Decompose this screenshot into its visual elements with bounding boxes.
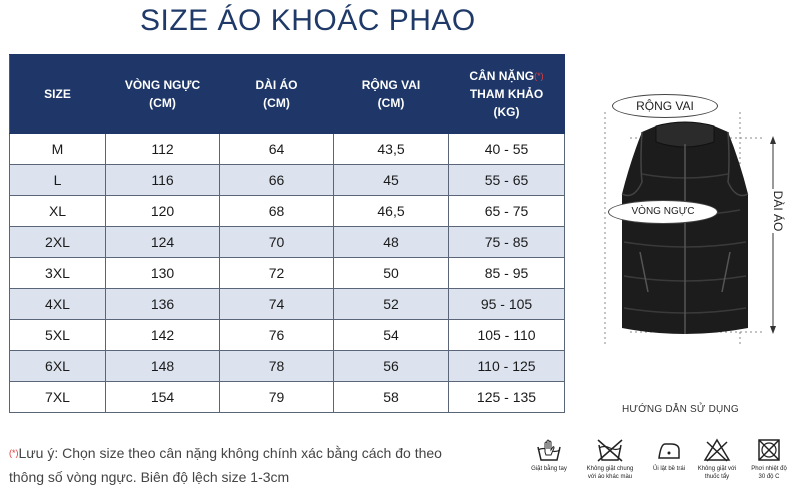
cell-shoulder: 58 [334, 382, 449, 413]
table-row [10, 320, 565, 351]
cell-chest: 124 [106, 227, 220, 258]
cell-size: 7XL [10, 382, 106, 413]
cell-shoulder: 56 [334, 351, 449, 382]
cell-size: 3XL [10, 258, 106, 289]
header-shoulder: RỘNG VAI (CM) [334, 55, 449, 134]
cell-length: 68 [220, 196, 334, 227]
note-line-2: thông số vòng ngực. Biên độ lệch size 1-3cm [9, 469, 290, 485]
table-row [10, 258, 565, 289]
puffer-vest-image [590, 82, 800, 362]
cell-chest: 136 [106, 289, 220, 320]
iron-icon [655, 438, 683, 462]
cell-chest: 120 [106, 196, 220, 227]
cell-shoulder: 43,5 [334, 134, 449, 165]
cell-weight: 85 - 95 [449, 258, 565, 289]
table-row [10, 382, 565, 413]
cell-size: 2XL [10, 227, 106, 258]
cell-size: 5XL [10, 320, 106, 351]
cell-weight: 110 - 125 [449, 351, 565, 382]
note-mark: (*) [9, 448, 19, 458]
length-label: DÀI ÁO [771, 190, 785, 232]
cell-shoulder: 52 [334, 289, 449, 320]
cell-length: 64 [220, 134, 334, 165]
cell-chest: 130 [106, 258, 220, 289]
note-line-1: Lưu ý: Chọn size theo cân nặng không chính xác bằng cách đo theo [18, 445, 442, 461]
header-chest: VÒNG NGỰC (CM) [106, 55, 220, 134]
care-item-dry-30: Phơi nhiệt độ 30 độ C [742, 438, 796, 481]
cell-chest: 154 [106, 382, 220, 413]
table-row [10, 289, 565, 320]
cell-weight: 75 - 85 [449, 227, 565, 258]
header-length: DÀI ÁO (CM) [220, 55, 334, 134]
table-row [10, 351, 565, 382]
table-row [10, 227, 565, 258]
dry-30-icon [755, 438, 783, 462]
no-mix-wash-icon [596, 438, 624, 462]
cell-weight: 55 - 65 [449, 165, 565, 196]
table-row [10, 134, 565, 165]
chest-label: VÒNG NGỰC [608, 200, 718, 224]
cell-shoulder: 54 [334, 320, 449, 351]
care-item-iron: Ủi lật bề trái [642, 438, 696, 473]
size-note [9, 441, 489, 489]
size-table [9, 54, 565, 413]
table-row [10, 165, 565, 196]
table-header-row [10, 55, 565, 134]
cell-length: 74 [220, 289, 334, 320]
cell-size: XL [10, 196, 106, 227]
vest-diagram [590, 82, 800, 362]
required-mark: (*) [534, 71, 544, 81]
care-item-no-bleach: Không giặt với thuốc tẩy [690, 438, 744, 481]
cell-shoulder: 45 [334, 165, 449, 196]
cell-shoulder: 50 [334, 258, 449, 289]
table-row [10, 196, 565, 227]
cell-weight: 95 - 105 [449, 289, 565, 320]
shoulder-label: RỘNG VAI [612, 94, 718, 118]
cell-length: 79 [220, 382, 334, 413]
cell-chest: 142 [106, 320, 220, 351]
cell-size: 4XL [10, 289, 106, 320]
cell-length: 72 [220, 258, 334, 289]
header-size: SIZE [10, 55, 106, 134]
cell-shoulder: 46,5 [334, 196, 449, 227]
cell-length: 76 [220, 320, 334, 351]
care-guide-title: HƯỚNG DẪN SỬ DỤNG [622, 404, 739, 415]
cell-chest: 116 [106, 165, 220, 196]
cell-size: 6XL [10, 351, 106, 382]
hand-wash-icon [535, 438, 563, 462]
cell-size: M [10, 134, 106, 165]
cell-weight: 40 - 55 [449, 134, 565, 165]
cell-length: 78 [220, 351, 334, 382]
cell-shoulder: 48 [334, 227, 449, 258]
page-title: SIZE ÁO KHOÁC PHAO [140, 4, 476, 37]
cell-weight: 105 - 110 [449, 320, 565, 351]
header-weight: CÂN NẶNG(*) THAM KHẢO (KG) [449, 55, 565, 134]
cell-length: 70 [220, 227, 334, 258]
cell-length: 66 [220, 165, 334, 196]
cell-weight: 125 - 135 [449, 382, 565, 413]
care-item-no-mix-wash: Không giặt chung với áo khác màu [583, 438, 637, 481]
cell-size: L [10, 165, 106, 196]
cell-weight: 65 - 75 [449, 196, 565, 227]
cell-chest: 148 [106, 351, 220, 382]
care-item-hand-wash: Giặt bằng tay [522, 438, 576, 473]
no-bleach-icon [703, 438, 731, 462]
cell-chest: 112 [106, 134, 220, 165]
